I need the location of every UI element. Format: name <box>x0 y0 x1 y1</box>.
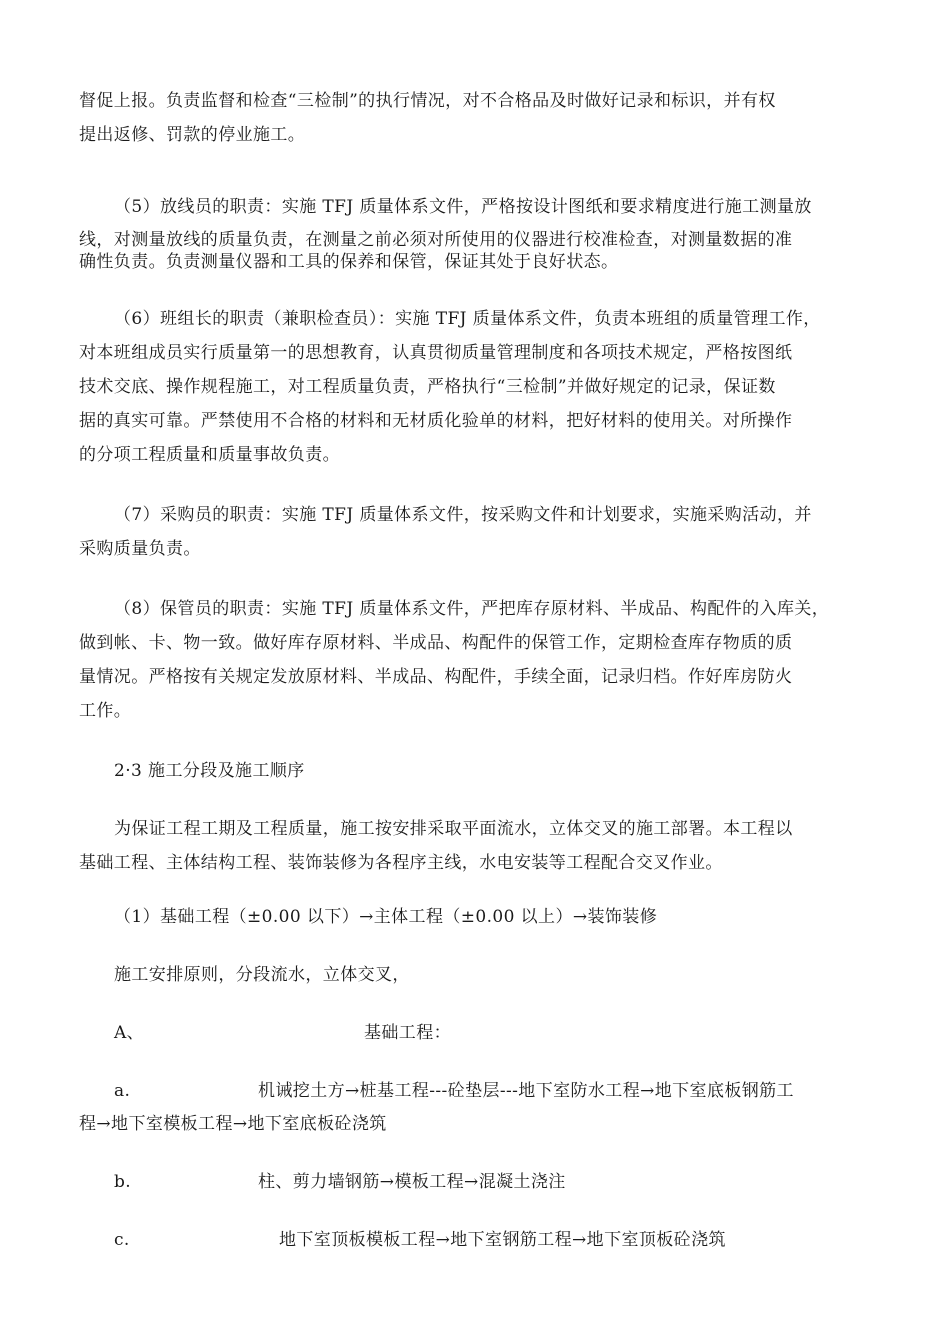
item-b-text: 柱、剪力墙钢筋→模板工程→混凝土浇注 <box>258 1172 566 1192</box>
paragraph-line: （8）保管员的职责：实施 TFJ 质量体系文件，严把库存原材料、半成品、构配件的入库关， <box>114 599 830 619</box>
paragraph-line: 督促上报。负责监督和检查“三检制”的执行情况，对不合格品及时做好记录和标识，并有权 <box>79 91 776 111</box>
paragraph-line: （5）放线员的职责：实施 TFJ 质量体系文件，严格按设计图纸和要求精度进行施工测量放 <box>114 197 812 217</box>
item-c-label: c. <box>114 1230 130 1250</box>
paragraph-line: 采购质量负责。 <box>79 539 201 559</box>
item-c-text: 地下室顶板模板工程→地下室钢筋工程→地下室顶板砼浇筑 <box>279 1230 726 1250</box>
paragraph-line: 线，对测量放线的质量负责，在测量之前必须对所使用的仪器进行校准检查，对测量数据的准 <box>79 230 793 250</box>
principle-line: 施工安排原则，分段流水，立体交叉， <box>114 965 410 985</box>
paragraph-line: （7）采购员的职责：实施 TFJ 质量体系文件，按采购文件和计划要求，实施采购活动，并 <box>114 505 812 525</box>
paragraph-line: 对本班组成员实行质量第一的思想教育，认真贯彻质量管理制度和各项技术规定，严格按图纸 <box>79 343 793 363</box>
paragraph-line: 工作。 <box>79 701 132 721</box>
item-a-label: a. <box>114 1081 131 1101</box>
item-a-line: 机诫挖土方→桩基工程---砼垫层---地下室防水工程→地下室底板钢筋工 <box>258 1081 794 1101</box>
paragraph-line: 基础工程、主体结构工程、装饰装修为各程序主线，水电安装等工程配合交叉作业。 <box>79 853 723 873</box>
paragraph-line: 做到帐、卡、物一致。做好库存原材料、半成品、构配件的保管工作，定期检查库存物质的质 <box>79 633 793 653</box>
sequence-line: （1）基础工程（±0.00 以下）→主体工程（±0.00 以上）→装饰装修 <box>114 907 658 927</box>
paragraph-line: 量情况。严格按有关规定发放原材料、半成品、构配件，手续全面，记录归档。作好库房防火 <box>79 667 793 687</box>
paragraph-line: 为保证工程工期及工程质量，施工按安排采取平面流水，立体交叉的施工部署。本工程以 <box>114 819 793 839</box>
paragraph-line: 的分项工程质量和质量事故负责。 <box>79 445 340 465</box>
paragraph-line: 据的真实可靠。严禁使用不合格的材料和无材质化验单的材料，把好材料的使用关。对所操作 <box>79 411 793 431</box>
section-heading: 2·3 施工分段及施工顺序 <box>114 761 305 781</box>
section-a-title: 基础工程： <box>364 1023 451 1043</box>
paragraph-line: 提出返修、罚款的停业施工。 <box>79 125 306 145</box>
paragraph-line: 技术交底、操作规程施工，对工程质量负责，严格执行“三检制”并做好规定的记录，保证数 <box>79 377 776 397</box>
item-a-line: 程→地下室模板工程→地下室底板砼浇筑 <box>79 1114 387 1134</box>
item-b-label: b. <box>114 1172 132 1192</box>
paragraph-line: （6）班组长的职责（兼职检查员）：实施 TFJ 质量体系文件，负责本班组的质量管理工作， <box>114 309 821 329</box>
section-a-label: A、 <box>114 1023 145 1043</box>
paragraph-line: 确性负责。负责测量仪器和工具的保养和保管，保证其处于良好状态。 <box>79 252 619 272</box>
